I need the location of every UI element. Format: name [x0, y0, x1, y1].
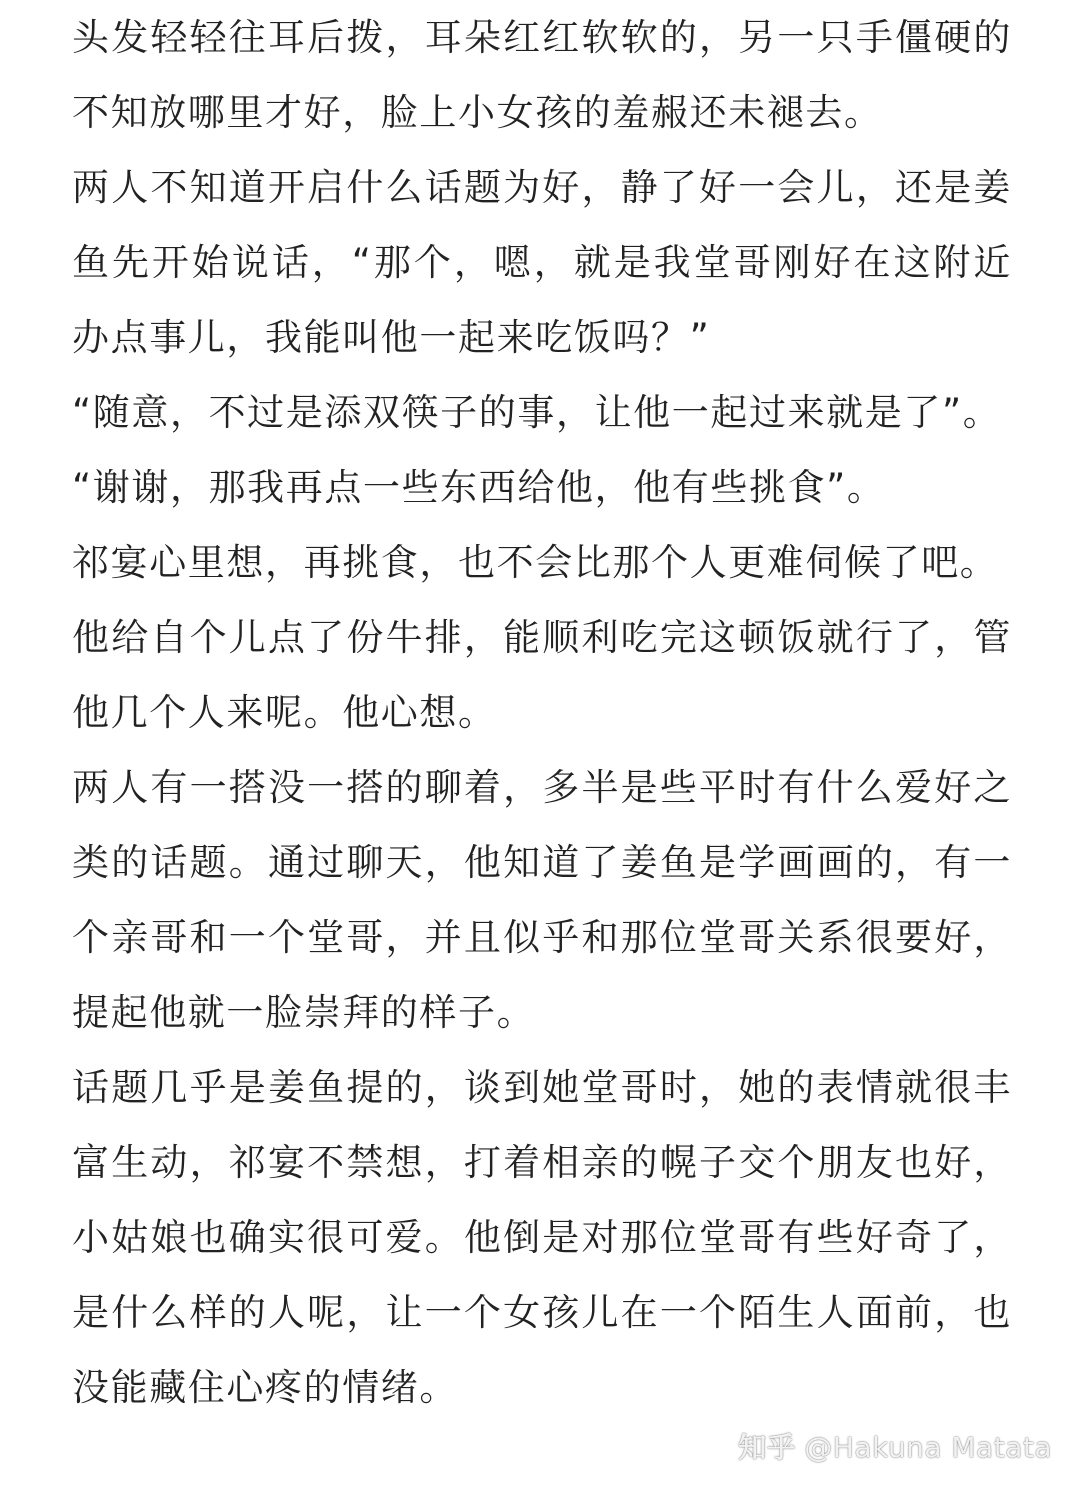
paragraph-4: “谢谢，那我再点一些东西给他，他有些挑食”。	[72, 466, 886, 509]
paragraph-5: 祁宴心里想，再挑食，也不会比那个人更难伺候了吧。	[72, 541, 999, 584]
paragraph-1: 头发轻轻往耳后拨，耳朵红红软软的，另一只手僵硬的不知放哪里才好，脸上小女孩的羞赧还未褪去。	[72, 16, 1012, 134]
paragraph-8: 话题几乎是姜鱼提的，谈到她堂哥时，她的表情就很丰富生动，祁宴不禁想，打着相亲的幌子交个朋友也好，小姑娘也确实很可爱。他倒是对那位堂哥有些好奇了，是什么样的人呢，让一个女孩儿在一个陌生人面前，也没能藏住心疼的情绪。	[72, 1066, 1012, 1409]
zhihu-watermark	[738, 1421, 1052, 1475]
article-body	[72, 0, 1012, 1425]
paragraph-2: 两人不知道开启什么话题为好，静了好一会儿，还是姜鱼先开始说话，“那个，嗯，就是我堂哥刚好在这附近办点事儿，我能叫他一起来吃饭吗？”	[72, 166, 1012, 359]
paragraph-7: 两人有一搭没一搭的聊着，多半是些平时有什么爱好之类的话题。通过聊天，他知道了姜鱼是学画画的，有一个亲哥和一个堂哥，并且似乎和那位堂哥关系很要好，提起他就一脸崇拜的样子。	[72, 766, 1012, 1034]
paragraph-3: “随意，不过是添双筷子的事，让他一起过来就是了”。	[72, 391, 1002, 434]
paragraph-6: 他给自个儿点了份牛排，能顺利吃完这顿饭就行了，管他几个人来呢。他心想。	[72, 616, 1012, 734]
watermark-handle: @Hakuna Matata	[804, 1431, 1052, 1464]
watermark-platform: 知乎	[738, 1431, 797, 1464]
